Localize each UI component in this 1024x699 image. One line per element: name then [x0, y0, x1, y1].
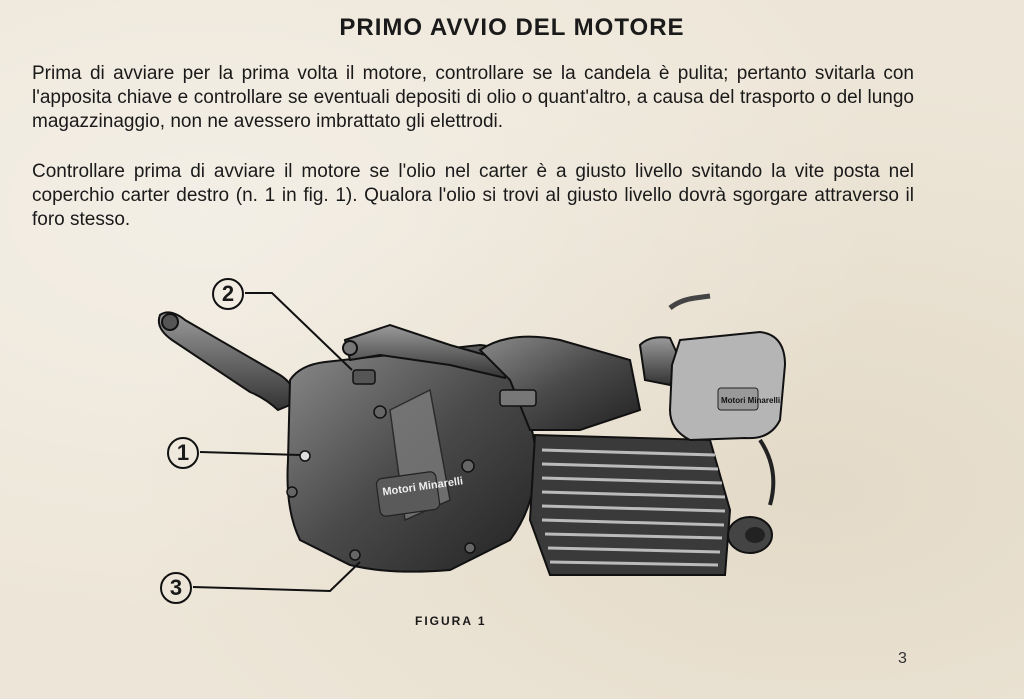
page-number: 3: [898, 650, 907, 667]
engine-illustration: [150, 270, 800, 600]
paragraph-spark-plug: Prima di avviare per la prima volta il motore, controllare se la candela è pulita; pertanto svitarla con l'apposita chiave e controllare se eventuali depositi di olio o quant'altro, a causa del trasporto o del lungo magazzinaggio, non ne avessero imbrattato gli elettrodi.: [32, 63, 914, 132]
engine-cylinder: [530, 435, 772, 575]
callout-3: 3: [160, 572, 192, 604]
crankcase-cover: [287, 345, 536, 572]
page-title: PRIMO AVVIO DEL MOTORE: [339, 14, 685, 41]
paragraph-oil-level: Controllare prima di avviare il motore se l'olio nel carter è a giusto livello svitando la vite posta nel coperchio carter destro (n. 1 in fig. 1). Qualora l'olio si trovi al giusto livello dovrà sgorgare attraverso il foro stesso.: [32, 161, 914, 230]
figure-caption: FIGURA 1: [415, 614, 487, 628]
engine-logo: Motori Minarelli: [381, 475, 464, 499]
callout-1: 1: [167, 437, 199, 469]
airbox-logo: Motori Minarelli: [721, 396, 781, 405]
callout-2: 2: [212, 278, 244, 310]
kickstart-lever: [159, 312, 293, 410]
